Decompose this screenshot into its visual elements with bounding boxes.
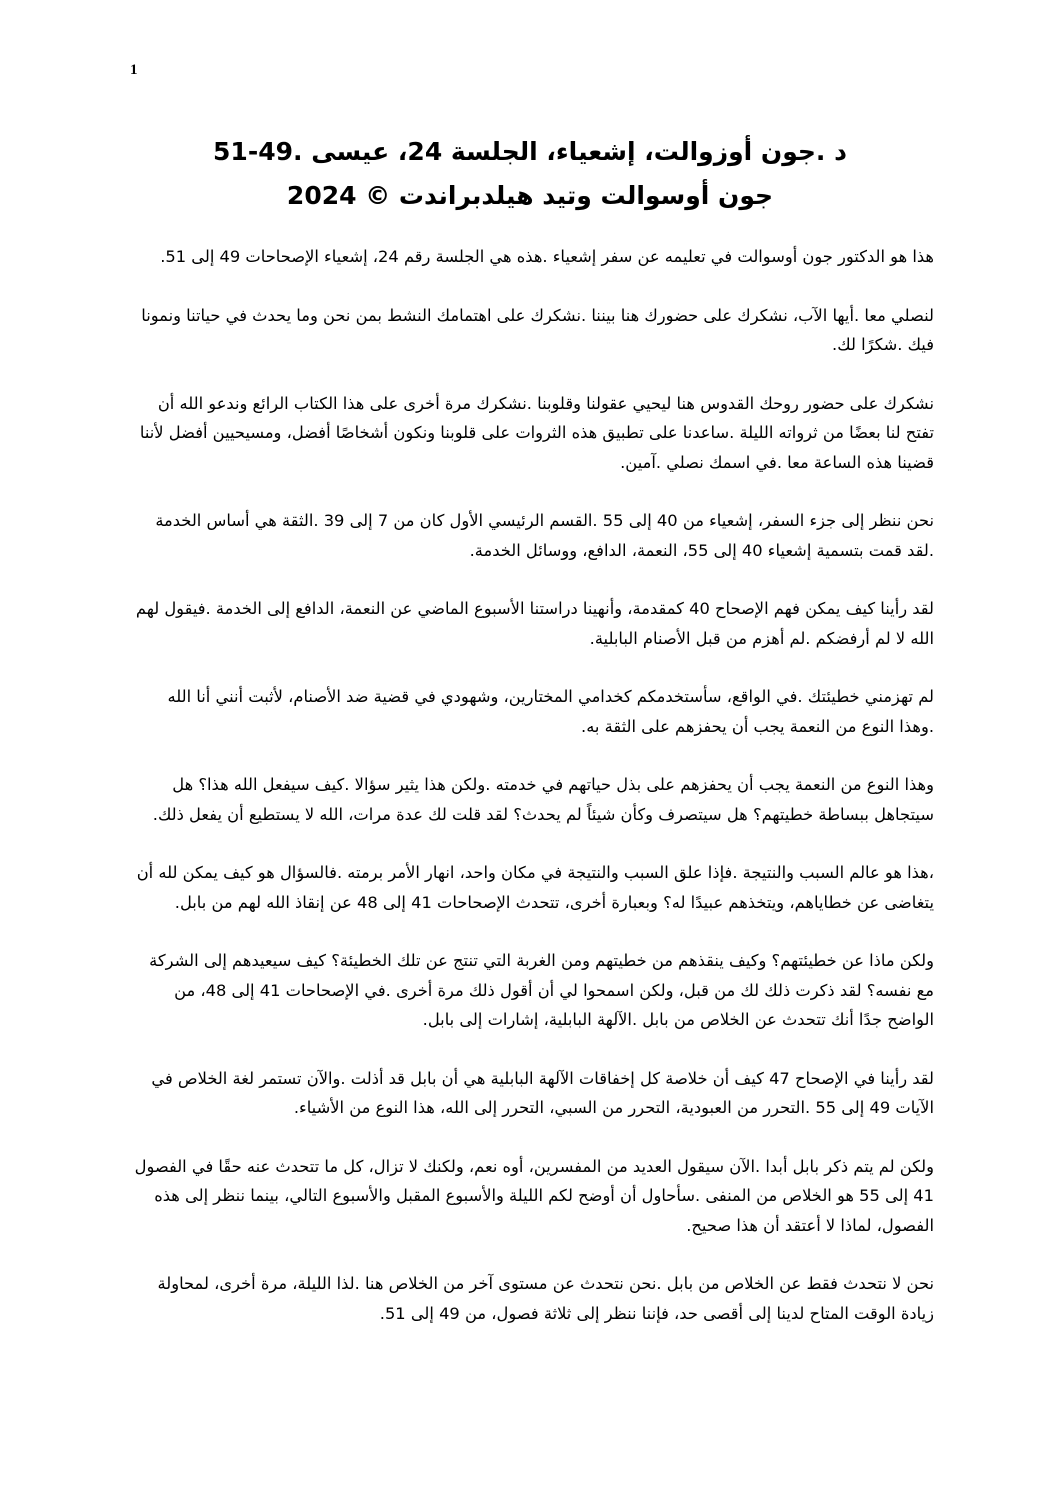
document-title <box>120 130 940 218</box>
paragraph: نحن لا نتحدث فقط عن الخلاص من بابل .نحن نتحدث عن مستوى آخر من الخلاص هنا .لذا الليلة، مرة أخرى، لمحاولة زيادة الوقت المتاح لدينا إلى أقصى حد، فإننا ننظر إلى ثلاثة فصول، من 49 إلى 51. <box>157 1274 934 1323</box>
paragraph: لقد رأينا كيف يمكن فهم الإصحاح 40 كمقدمة، وأنهينا دراستنا الأسبوع الماضي عن النعمة، الدافع إلى الخدمة .فيقول لهم الله لا لم أرفضكم .لم أهزم من قبل الأصنام البابلية. <box>135 599 934 648</box>
page-number: 1 <box>130 62 138 78</box>
paragraph: نحن ننظر إلى جزء السفر، إشعياء من 40 إلى 55 .القسم الرئيسي الأول كان من 7 إلى 39 .الثقة هي أساس الخدمة .لقد قمت بتسمية إشعياء 40 إلى 55، النعمة، الدافع، ووسائل الخدمة. <box>155 511 934 560</box>
paragraph: لنصلي معا .أيها الآب، نشكرك على حضورك هنا بيننا .نشكرك على اهتمامك النشط بمن نحن وما يحدث في حياتنا ونمونا فيك .شكرًا لك. <box>141 305 934 354</box>
title-line-2: جون أوسوالت وتيد هيلدبراندت © 2024 <box>286 181 774 210</box>
paragraph: لم تهزمني خطيئتك .في الواقع، سأستخدمكم كخدامي المختارين، وشهودي في قضية ضد الأصنام، لأثبت أنني أنا الله .وهذا النوع من النعمة يجب أن يحفزهم على الثقة به. <box>167 687 934 736</box>
document-body <box>128 242 934 1357</box>
paragraph: هذا هو الدكتور جون أوسوالت في تعليمه عن سفر إشعياء .هذه هي الجلسة رقم 24، إشعياء الإصحاحات 49 إلى 51. <box>160 247 934 266</box>
paragraph: وهذا النوع من النعمة يجب أن يحفزهم على بذل حياتهم في خدمته .ولكن هذا يثير سؤالا .كيف سيفعل الله هذا؟ هل سيتجاهل ببساطة خطيتهم؟ هل سيتصرف وكأن شيئاً لم يحدث؟ لقد قلت لك عدة مرات، الله لا يستطيع أن يفعل ذلك. <box>152 775 934 824</box>
title-line-1: د .جون أوزوالت، إشعياء، الجلسة 24، عيسى .49-51 <box>213 137 847 166</box>
paragraph: ،هذا هو عالم السبب والنتيجة .فإذا علق السبب والنتيجة في مكان واحد، انهار الأمر برمته .فالسؤال هو كيف يمكن لله أن يتغاضى عن خطاياهم، ويتخذهم عبيدًا له؟ وبعبارة أخرى، تتحدث الإصحاحات 41 إلى 48 عن إنقاذ الله لهم من بابل. <box>136 863 934 912</box>
paragraph: ولكن لم يتم ذكر بابل أبدا .الآن سيقول العديد من المفسرين، أوه نعم، ولكنك لا تزال، كل ما تتحدث عنه حقًا في الفصول 41 إلى 55 هو الخلاص من المنفى .سأحاول أن أوضح لكم الليلة والأسبوع المقبل والأسبوع التالي، بينما ننظر إلى هذه الفصول، لماذا لا أعتقد أن هذا صحيح. <box>134 1156 934 1235</box>
paragraph: لقد رأينا في الإصحاح 47 كيف أن خلاصة كل إخفاقات الآلهة البابلية هي أن بابل قد أذلت .والآن تستمر لغة الخلاص في الآيات 49 إلى 55 .التحرر من العبودية، التحرر من السبي، التحرر إلى الله، هذا النوع من الأشياء. <box>151 1068 934 1117</box>
paragraph: نشكرك على حضور روحك القدوس هنا ليحيي عقولنا وقلوبنا .نشكرك مرة أخرى على هذا الكتاب الرائع وندعو الله أن تفتح لنا بعضًا من ثرواته الليلة .ساعدنا على تطبيق هذه الثروات على قلوبنا ونكون أشخاصًا أفضل، ومسيحيين أفضل لأننا قضينا هذه الساعة معا .في اسمك نصلي .آمين. <box>139 393 934 472</box>
paragraph: ولكن ماذا عن خطيئتهم؟ وكيف ينقذهم من خطيتهم ومن الغربة التي تنتج عن تلك الخطيئة؟ كيف سيعيدهم إلى الشركة مع نفسه؟ لقد ذكرت ذلك لك من قبل، ولكن اسمحوا لي أن أقول ذلك مرة أخرى .في الإصحاحات 41 إلى 48، من الواضح جدًا أنك تتحدث عن الخلاص من بابل .الآلهة البابلية، إشارات إلى بابل. <box>149 951 934 1029</box>
